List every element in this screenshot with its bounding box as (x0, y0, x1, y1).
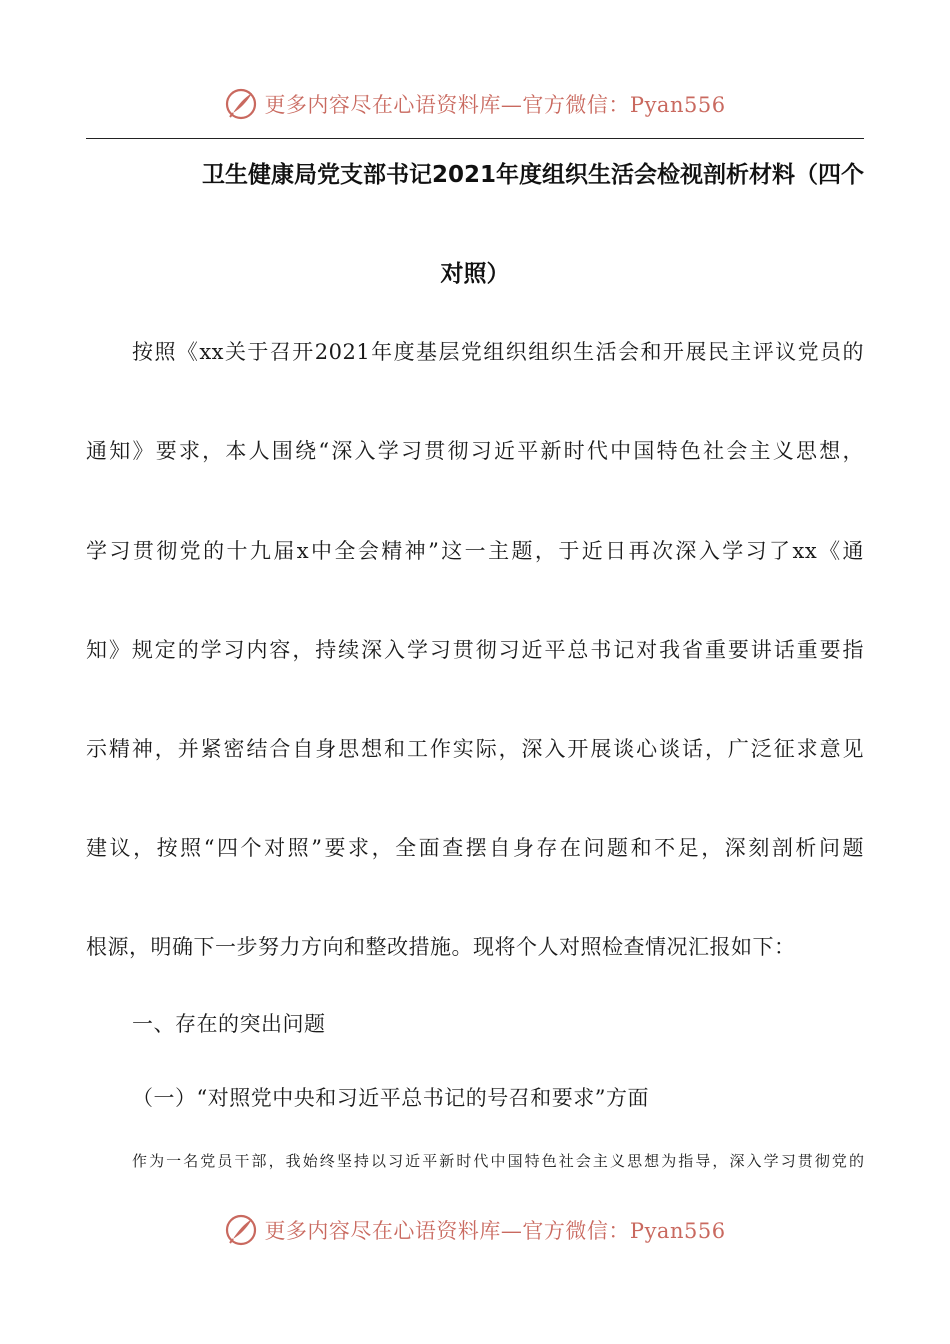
paragraph-line: 根源，明确下一步努力方向和整改措施。现将个人对照检查情况汇报如下： (86, 935, 796, 959)
section-heading: 一、存在的突出问题 (132, 1012, 326, 1036)
document-title-line-1: 卫生健康局党支部书记2021年度组织生活会检视剖析材料（四个 (201, 162, 864, 188)
footer-banner-text: 更多内容尽在心语资料库—官方微信：Pyan556 (264, 1219, 726, 1243)
small-paragraph-line: 作为一名党员干部，我始终坚持以习近平新时代中国特色社会主义思想为指导，深入学习贯彻党的 (132, 1152, 864, 1170)
header-divider (86, 138, 864, 139)
paragraph-line: 建议，按照“四个对照”要求，全面查摆自身存在问题和不足，深刻剖析问题 (86, 836, 864, 860)
header-banner-text: 更多内容尽在心语资料库—官方微信：Pyan556 (264, 93, 726, 117)
header-banner (0, 84, 950, 124)
footer-banner (0, 1210, 950, 1250)
paragraph-line: 通知》要求，本人围绕“深入学习贯彻习近平新时代中国特色社会主义思想， (86, 439, 864, 463)
paragraph-line: 示精神，并紧密结合自身思想和工作实际，深入开展谈心谈话，广泛征求意见 (86, 737, 864, 761)
paragraph-line: 知》规定的学习内容，持续深入学习贯彻习近平总书记对我省重要讲话重要指 (86, 638, 864, 662)
paragraph-line: 按照《xx关于召开2021年度基层党组织组织生活会和开展民主评议党员的 (132, 340, 864, 364)
quill-pen-logo-icon (224, 87, 258, 121)
paragraph-line: 学习贯彻党的十九届x中全会精神”这一主题，于近日再次深入学习了xx《通 (86, 539, 864, 563)
subsection-heading: （一）“对照党中央和习近平总书记的号召和要求”方面 (132, 1086, 649, 1110)
document-title-line-2: 对照） (440, 261, 510, 287)
quill-pen-logo-icon (224, 1213, 258, 1247)
